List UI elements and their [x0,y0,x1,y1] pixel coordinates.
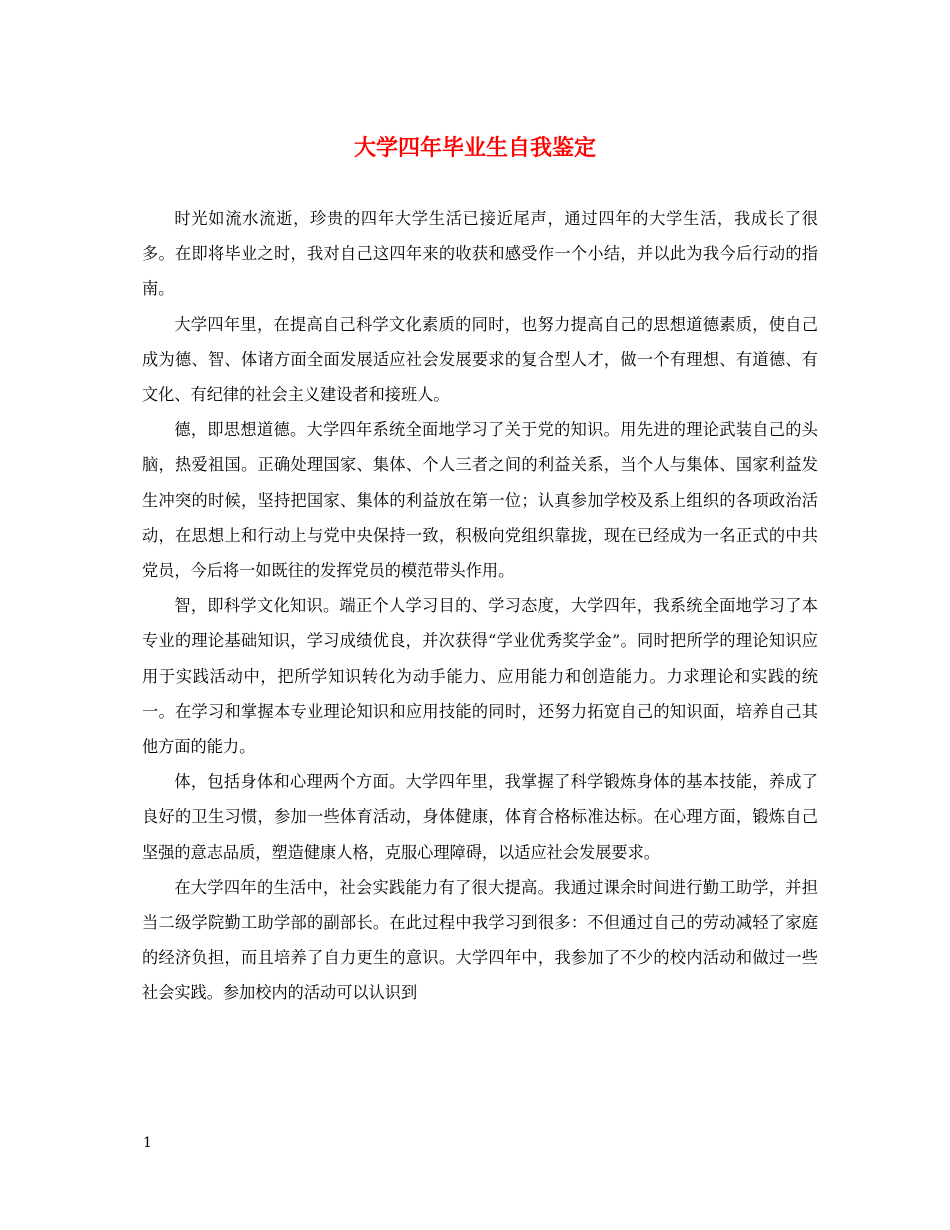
paragraph-intro: 时光如流水流逝，珍贵的四年大学生活已接近尾声，通过四年的大学生活，我成长了很多。在即将毕业之时，我对自己这四年来的收获和感受作一个小结，并以此为我今后行动的指南。 [142,209,818,299]
paragraph-knowledge: 智，即科学文化知识。端正个人学习目的、学习态度，大学四年，我系统全面地学习了本专业的理论基础知识，学习成绩优良，并次获得“学业优秀奖学金”。同时把所学的理论知识应用于实践活动中，把所学知识转化为动手能力、应用能力和创造能力。力求理论和实践的统一。在学习和掌握本专业理论知识和应用技能的同时，还努力拓宽自己的知识面，培养自己其他方面的能力。 [142,596,818,757]
document-title: 大学四年毕业生自我鉴定 [353,135,596,161]
paragraph-physical: 体，包括身体和心理两个方面。大学四年里，我掌握了科学锻炼身体的基本技能，养成了良好的卫生习惯，参加一些体育活动，身体健康，体育合格标准达标。在心理方面，锻炼自己坚强的意志品质，塑造健康人格，克服心理障碍，以适应社会发展要求。 [142,772,818,862]
paragraph-social-practice: 在大学四年的生活中，社会实践能力有了很大提高。我通过课余时间进行勤工助学，并担当二级学院勤工助学部的副部长。在此过程中我学习到很多：不但通过自己的劳动减轻了家庭的经济负担，而且培养了自力更生的意识。大学四年中，我参加了不少的校内活动和做过一些社会实践。参加校内的活动可以认识到 [142,877,818,1003]
paragraph-morality: 德，即思想道德。大学四年系统全面地学习了关于党的知识。用先进的理论武装自己的头脑，热爱祖国。正确处理国家、集体、个人三者之间的利益关系，当个人与集体、国家利益发生冲突的时候，坚持把国家、集体的利益放在第一位；认真参加学校及系上组织的各项政治活动，在思想上和行动上与党中央保持一致，积极向党组织靠拢，现在已经成为一名正式的中共党员，今后将一如既往的发挥党员的模范带头作用。 [142,420,818,581]
paragraph-overview: 大学四年里，在提高自己科学文化素质的同时，也努力提高自己的思想道德素质，使自己成为德、智、体诸方面全面发展适应社会发展要求的复合型人才，做一个有理想、有道德、有文化、有纪律的社会主义建设者和接班人。 [142,314,818,405]
page-number: 1 [143,1135,152,1151]
document-body [142,201,818,1011]
